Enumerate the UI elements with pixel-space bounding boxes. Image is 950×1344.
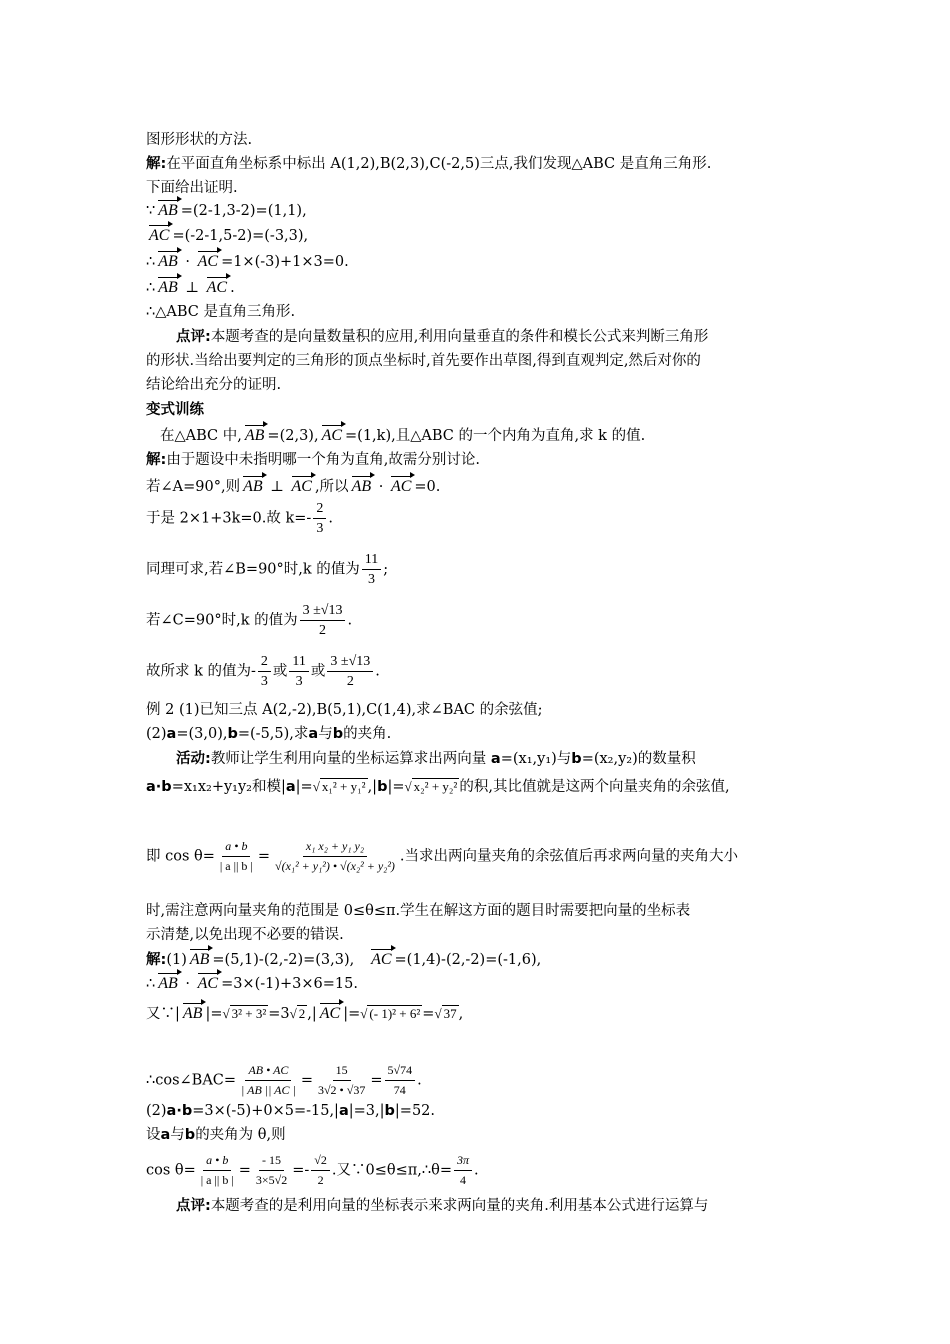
text-line: 若∠A=90°,则 AB ⊥ AC ,所以 AB · AC =0. <box>146 478 441 495</box>
text-line: 于是 2×1+3k=0.故 k=- $\frac{2}{3}$ . <box>146 501 333 536</box>
fraction: $\frac{11}{3}$ <box>362 551 381 588</box>
vector-ac: AC <box>371 951 392 968</box>
text-line: ∴△ABC 是直角三角形. <box>146 304 296 320</box>
text-line: ∴ AB ⊥ AC . <box>146 279 235 296</box>
text-line: 解:(1) AB =(5,1)-(2,-2)=(3,3), AC =(1,4)-(2,-2)=(-1,6), <box>146 951 542 968</box>
text-line: AC =(-2-1,5-2)=(-3,3), <box>149 227 309 244</box>
text-line: ∵ AB =(2-1,3-2)=(1,1), <box>146 202 307 219</box>
text-line: ∴ AB · AC =3×(-1)+3×6=15. <box>146 975 358 992</box>
fraction: $\frac{2}{3}$ <box>258 653 271 690</box>
text-line: 又∵| AB |=√ 3² + 3² =3√ 2 ,| AC |=√ (- 1)² + 6² =√ 37 , <box>146 1005 464 1022</box>
vector-ac: AC <box>321 427 343 444</box>
vector-ac: AC <box>291 478 312 495</box>
vector-ab: AB <box>158 253 178 270</box>
fraction: $\frac{a • b}{| a || b |}$ <box>219 839 253 873</box>
text-line: 活动:教师让学生利用向量的坐标运算求出两向量 a=(x₁,y₁)与b=(x₂,y₂)的数量积 <box>176 751 696 767</box>
vector-ac: AC <box>206 279 228 296</box>
text-line: a·b=x₁x₂+y₁y₂和模|a|=√ x₁² + y₁² ,|b|=√ x₂² + y₂² 的积,其比值就是这两个向量夹角的余弦值, <box>146 779 730 795</box>
fraction: $\frac{√2}{2}$ <box>311 1152 330 1189</box>
text-line: 设a与b的夹角为 θ,则 <box>146 1127 286 1143</box>
sqrt-expression: √ 37 <box>434 1006 457 1021</box>
fraction: $\frac{3 \pm√13}{2}$ <box>300 602 346 639</box>
text-line: cos θ= $\frac{a • b}{| a || b |}$ = $\frac{- 15}{3\times 5√2}$ =- $\frac{√2}{2}$ .又∵0≤θ≤π,∴θ= $\frac{3\pi}{4}$ . <box>146 1153 479 1187</box>
text-line: 解:在平面直角坐标系中标出 A(1,2),B(2,3),C(-2,5)三点,我们发现△ABC 是直角三角形. <box>146 156 712 172</box>
vector-ab: AB <box>158 279 178 296</box>
vector-ac: AC <box>149 227 170 244</box>
text-line: 若∠C=90°时,k 的值为 $\frac{3 \pm√13}{2}$ . <box>146 603 353 638</box>
fraction: $\frac{2}{3}$ <box>313 500 326 537</box>
text-line: 时,需注意两向量夹角的范围是 0≤θ≤π.学生在解这方面的题目时需要把向量的坐标表 <box>146 903 691 919</box>
text-line: ∴ AB · AC =1×(-3)+1×3=0. <box>146 253 349 270</box>
text-line: 在△ABC 中, AB =(2,3), AC =(1,k),且△ABC 的一个内角为直角,求 k 的值. <box>160 427 646 444</box>
text-line: 同理可求,若∠B=90°时,k 的值为 $\frac{11}{3}$ ; <box>146 552 389 587</box>
text-line: 结论给出充分的证明. <box>146 377 282 393</box>
text-line: 点评:本题考查的是向量数量积的应用,利用向量垂直的条件和模长公式来判断三角形 <box>176 329 709 345</box>
text-line: 的形状.当给出要判定的三角形的顶点坐标时,首先要作出草图,得到直观判定,然后对你的 <box>146 353 701 369</box>
text-line: (2)a=(3,0),b=(-5,5),求a与b的夹角. <box>146 726 392 742</box>
text-line: 即 cos θ= $\frac{a • b}{| a || b |}$ = $\frac{\text{x₁ x₂ + y₁ y₂}}{\text{√(x₁² + y₁²) • √(x₂² + y₂²)}}$ .当求出两向量夹角的余弦值后再求两向量的夹角大小 <box>146 839 739 873</box>
fraction: $\frac{3\pi}{4}$ <box>454 1152 472 1189</box>
text-line: 图形形状的方法. <box>146 132 253 148</box>
text-line: 示清楚,以免出现不必要的错误. <box>146 927 344 943</box>
vector-ab: AB <box>158 975 178 992</box>
text-line: ∴cos∠BAC= $\frac{AB • AC}{| AB || AC |}$ = $\frac{15}{3√2 • √37}$ = $\frac{5√74}{74}$ . <box>146 1063 422 1097</box>
section-heading: 变式训练 <box>146 402 204 418</box>
fraction: $\frac{a • b}{| a || b |}$ <box>200 1153 234 1187</box>
fraction: $\frac{AB • AC}{| AB || AC |}$ <box>241 1063 296 1097</box>
vector-ab: AB <box>182 1005 203 1022</box>
vector-ac: AC <box>197 975 219 992</box>
vector-ac: AC <box>197 253 219 270</box>
sqrt-expression: √ 3² + 3² <box>222 1006 267 1021</box>
text-line: 故所求 k 的值为- $\frac{2}{3}$ 或 $\frac{11}{3}$ 或 $\frac{3 \pm√13}{2}$ . <box>146 654 380 689</box>
sqrt-expression: √ x₁² + y₁² <box>312 779 366 794</box>
fraction: $\frac{\text{x₁ x₂ + y₁ y₂}}{\text{√(x₁² + y₁²) • √(x₂² + y₂²)}}$ <box>274 839 395 873</box>
fraction: $\frac{- 15}{3\times 5√2}$ <box>255 1153 288 1187</box>
fraction: $\frac{3 \pm√13}{2}$ <box>327 653 373 690</box>
vector-ab: AB <box>158 202 178 219</box>
sqrt-expression: √ x₂² + y₂² <box>404 779 458 794</box>
vector-ab: AB <box>243 478 263 495</box>
text-line: 点评:本题考查的是利用向量的坐标表示来求两向量的夹角.利用基本公式进行运算与 <box>176 1198 709 1214</box>
sqrt-expression: √ 2 <box>289 1006 306 1021</box>
fraction: $\frac{15}{3√2 • √37}$ <box>317 1063 366 1097</box>
sqrt-expression: √ (- 1)² + 6² <box>360 1006 421 1021</box>
text-line: (2)a·b=3×(-5)+0×5=-15,|a|=3,|b|=52. <box>146 1103 436 1119</box>
vector-ab: AB <box>351 478 372 495</box>
fraction: $\frac{11}{3}$ <box>289 653 308 690</box>
fraction: $\frac{5√74}{74}$ <box>385 1062 416 1099</box>
vector-ab: AB <box>189 951 210 968</box>
text-line: 解:由于题设中未指明哪一个角为直角,故需分别讨论. <box>146 452 481 468</box>
vector-ac: AC <box>319 1005 341 1022</box>
vector-ac: AC <box>390 478 412 495</box>
text-line: 下面给出证明. <box>146 180 238 196</box>
vector-ab: AB <box>244 427 265 444</box>
text-line: 例 2 (1)已知三点 A(2,-2),B(5,1),C(1,4),求∠BAC 的余弦值; <box>146 702 543 718</box>
